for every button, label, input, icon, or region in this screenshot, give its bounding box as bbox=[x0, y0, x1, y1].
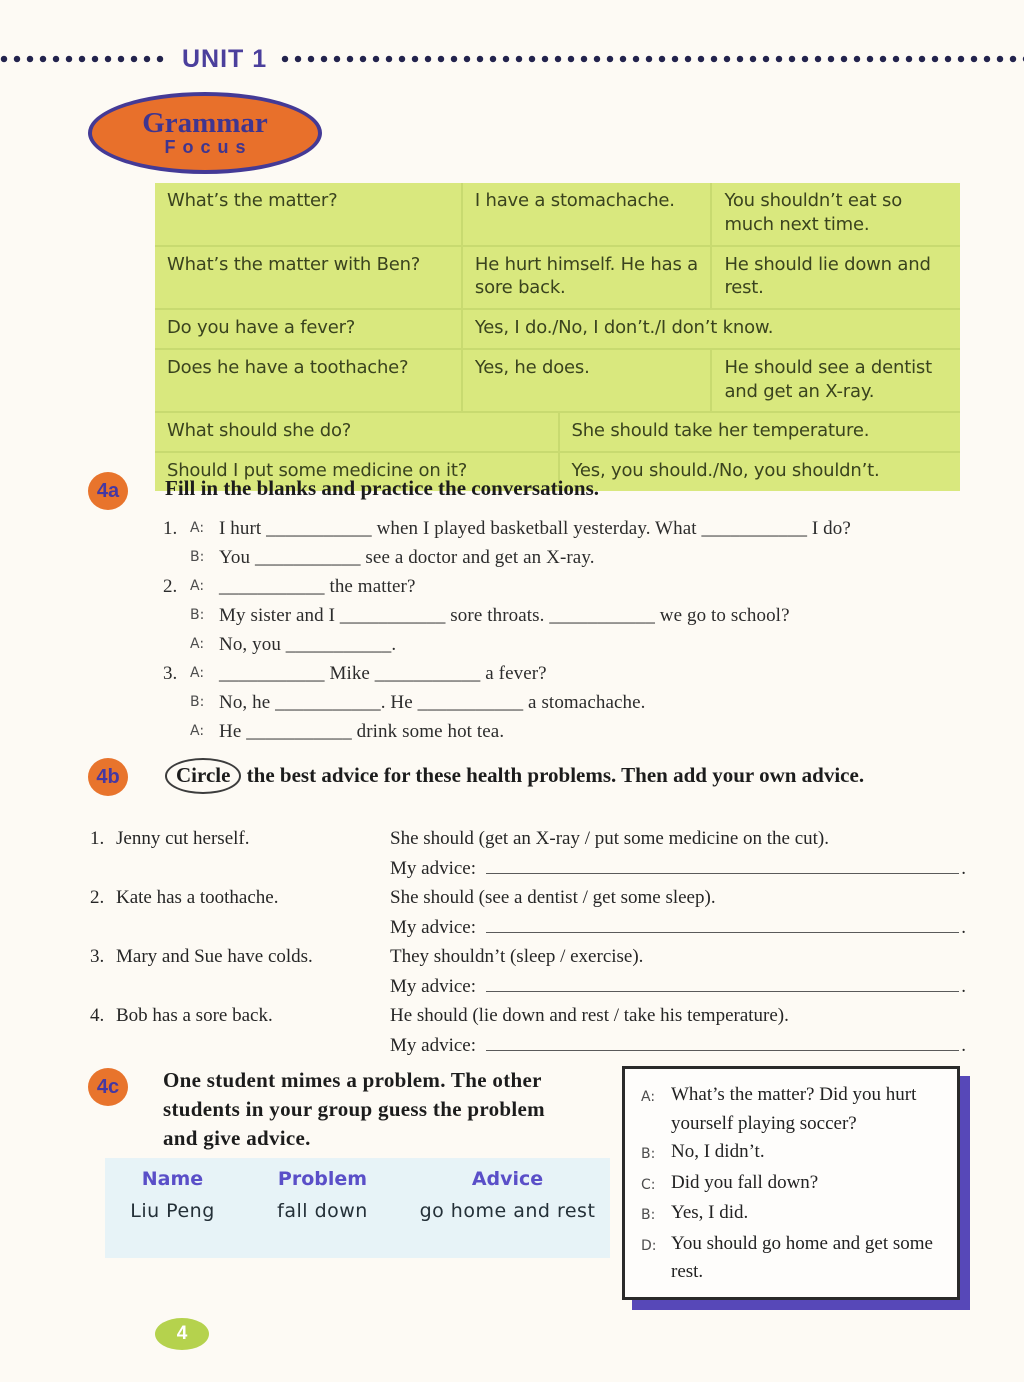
dotted-rule-left bbox=[0, 53, 168, 65]
column-header-name: Name bbox=[141, 1168, 204, 1190]
page-number-badge: 4 bbox=[155, 1318, 209, 1350]
section-4a-title: Fill in the blanks and practice the conversations. bbox=[165, 476, 600, 500]
advice-item bbox=[90, 1001, 966, 1060]
answer-blank bbox=[486, 912, 959, 933]
advice-item bbox=[90, 883, 966, 942]
line-number: 1. bbox=[163, 518, 178, 539]
section-badge-4b: 4b bbox=[88, 758, 128, 796]
cell-problem: fall down bbox=[277, 1200, 368, 1222]
grammar-advice: He should see a dentist and get an X-ray. bbox=[710, 350, 960, 412]
problem-text: Bob has a sore back. bbox=[116, 1005, 273, 1026]
line-text: I hurt ___________ when I played basketball yesterday. What ___________ I do? bbox=[219, 518, 851, 539]
grammar-focus-word2: Focus bbox=[164, 137, 253, 158]
circled-word: Circle bbox=[165, 758, 241, 794]
advice-choice-line: She should (get an X-ray / put some medicine on the cut). bbox=[390, 828, 830, 849]
line-number bbox=[163, 543, 190, 572]
grammar-focus-badge bbox=[88, 92, 322, 174]
dialogue-line bbox=[641, 1169, 947, 1200]
grammar-answer: I have a stomachache. bbox=[461, 183, 711, 245]
speaker-label: A: bbox=[190, 665, 205, 681]
item-number: 4. bbox=[90, 1005, 105, 1026]
grammar-focus-table bbox=[155, 183, 960, 491]
conversation-line bbox=[163, 572, 973, 601]
dotted-rule-right bbox=[281, 53, 1024, 65]
grammar-answer: Yes, you should./No, you shouldn’t. bbox=[558, 453, 961, 491]
sample-dialogue-box bbox=[622, 1066, 960, 1300]
line-text: My sister and I ___________ sore throats. ___________ we go to school? bbox=[219, 605, 790, 626]
dialogue-text: Yes, I did. bbox=[671, 1202, 749, 1223]
speaker-label: B: bbox=[641, 1146, 656, 1162]
speaker-label: B: bbox=[190, 607, 205, 623]
health-problem bbox=[90, 883, 390, 942]
blank-period: . bbox=[961, 976, 966, 997]
conversation-line bbox=[163, 659, 973, 688]
conversation-line bbox=[163, 514, 973, 543]
problem-text: Jenny cut herself. bbox=[116, 828, 250, 849]
dialogue-line bbox=[641, 1081, 947, 1138]
my-advice-label: My advice: bbox=[390, 1035, 477, 1056]
unit-title: UNIT 1 bbox=[182, 44, 268, 73]
speaker-label: D: bbox=[641, 1237, 657, 1254]
cell-name: Liu Peng bbox=[130, 1200, 215, 1222]
line-number bbox=[163, 688, 190, 717]
conversation-line bbox=[163, 543, 973, 572]
my-advice-label: My advice: bbox=[390, 858, 477, 879]
dialogue-text: You should go home and get some rest. bbox=[671, 1232, 933, 1282]
advice-options bbox=[390, 1001, 966, 1060]
line-text: ___________ Mike ___________ a fever? bbox=[219, 663, 547, 684]
unit-header bbox=[0, 44, 1024, 73]
grammar-question: What should she do? bbox=[167, 420, 352, 442]
conversation-line bbox=[163, 601, 973, 630]
blank-period: . bbox=[961, 1035, 966, 1056]
dialogue-line bbox=[641, 1230, 947, 1287]
answer-blank bbox=[486, 971, 959, 992]
my-advice-line bbox=[390, 971, 966, 1001]
grammar-answer: He hurt himself. He has a sore back. bbox=[461, 247, 711, 309]
dialogue-text: Did you fall down? bbox=[671, 1171, 819, 1193]
grammar-answer: Yes, I do./No, I don’t./I don’t know. bbox=[461, 310, 960, 348]
speaker-label: A: bbox=[641, 1089, 656, 1105]
line-text: You ___________ see a doctor and get an X-ray. bbox=[219, 547, 595, 568]
item-number: 1. bbox=[90, 828, 105, 849]
grammar-table-row bbox=[155, 348, 960, 412]
answer-blank bbox=[486, 1030, 959, 1051]
grammar-advice: You shouldn’t eat so much next time. bbox=[710, 183, 960, 245]
section-4c-instruction: One student mimes a problem. The other students in your group guess the problem and give advice. bbox=[163, 1068, 545, 1150]
line-number bbox=[163, 630, 190, 659]
dialogue-line bbox=[641, 1138, 947, 1169]
blank-period: . bbox=[961, 858, 966, 879]
grammar-answer: She should take her temperature. bbox=[558, 413, 961, 451]
health-problem bbox=[90, 824, 390, 883]
grammar-advice: He should lie down and rest. bbox=[710, 247, 960, 309]
conversation-line bbox=[163, 717, 973, 746]
grammar-table-row bbox=[155, 245, 960, 309]
my-advice-line bbox=[390, 1030, 966, 1060]
grammar-table-row bbox=[155, 308, 960, 348]
my-advice-label: My advice: bbox=[390, 917, 477, 938]
section-badge-4a: 4a bbox=[88, 472, 128, 510]
dialogue-line bbox=[641, 1199, 947, 1230]
line-number bbox=[163, 717, 190, 746]
grammar-question: Do you have a fever? bbox=[167, 317, 356, 338]
line-text: He ___________ drink some hot tea. bbox=[219, 721, 505, 742]
line-number: 3. bbox=[163, 663, 178, 684]
grammar-question: What’s the matter? bbox=[167, 190, 338, 211]
grammar-table-row bbox=[155, 183, 960, 245]
speaker-label: A: bbox=[190, 723, 205, 739]
section-4b-title-text: the best advice for these health problems. Then add your own advice. bbox=[241, 763, 865, 787]
advice-exercise-list bbox=[90, 824, 966, 1060]
grammar-answer: Yes, he does. bbox=[461, 350, 711, 412]
speaker-label: B: bbox=[641, 1207, 656, 1223]
section-4b-title bbox=[165, 758, 905, 794]
blank-period: . bbox=[961, 917, 966, 938]
conversation-line bbox=[163, 630, 973, 659]
speaker-label: B: bbox=[190, 549, 205, 565]
mime-activity-table bbox=[105, 1158, 610, 1258]
column-header-advice: Advice bbox=[471, 1168, 544, 1190]
column-header-problem: Problem bbox=[277, 1168, 368, 1190]
item-number: 3. bbox=[90, 946, 105, 967]
advice-options bbox=[390, 883, 966, 942]
line-text: ___________ the matter? bbox=[219, 576, 416, 597]
dialogue-text: What’s the matter? Did you hurt yourself playing soccer? bbox=[671, 1084, 917, 1134]
advice-choice-line: They shouldn’t (sleep / exercise). bbox=[390, 946, 644, 967]
speaker-label: B: bbox=[190, 694, 205, 710]
line-text: No, he ___________. He ___________ a stomachache. bbox=[219, 692, 646, 713]
my-advice-label: My advice: bbox=[390, 976, 477, 997]
dialogue-text: No, I didn’t. bbox=[671, 1141, 765, 1162]
speaker-label: A: bbox=[190, 636, 205, 652]
conversations-4a bbox=[163, 514, 973, 746]
speaker-label: A: bbox=[190, 578, 205, 594]
advice-item bbox=[90, 824, 966, 883]
problem-text: Mary and Sue have colds. bbox=[116, 946, 313, 967]
grammar-question: What’s the matter with Ben? bbox=[167, 253, 421, 275]
grammar-question: Does he have a toothache? bbox=[167, 356, 409, 378]
grammar-question: Should I put some medicine on it? bbox=[167, 460, 468, 481]
cell-advice: go home and rest bbox=[419, 1200, 596, 1222]
my-advice-line bbox=[390, 853, 966, 883]
advice-item bbox=[90, 942, 966, 1001]
health-problem bbox=[90, 1001, 390, 1060]
answer-blank bbox=[486, 853, 959, 874]
advice-options bbox=[390, 824, 966, 883]
grammar-table-row bbox=[155, 411, 960, 451]
line-number bbox=[163, 601, 190, 630]
health-problem bbox=[90, 942, 390, 1001]
conversation-line bbox=[163, 688, 973, 717]
line-number: 2. bbox=[163, 576, 178, 597]
item-number: 2. bbox=[90, 887, 105, 908]
advice-choice-line: He should (lie down and rest / take his temperature). bbox=[390, 1005, 789, 1026]
grammar-focus-word1: Grammar bbox=[142, 106, 268, 139]
problem-text: Kate has a toothache. bbox=[116, 887, 279, 908]
section-badge-4c: 4c bbox=[88, 1068, 128, 1106]
advice-options bbox=[390, 942, 966, 1001]
line-text: No, you ___________. bbox=[219, 634, 397, 655]
speaker-label: A: bbox=[190, 520, 205, 536]
speaker-label: C: bbox=[641, 1176, 656, 1193]
advice-choice-line: She should (see a dentist / get some sleep). bbox=[390, 887, 716, 908]
my-advice-line bbox=[390, 912, 966, 942]
